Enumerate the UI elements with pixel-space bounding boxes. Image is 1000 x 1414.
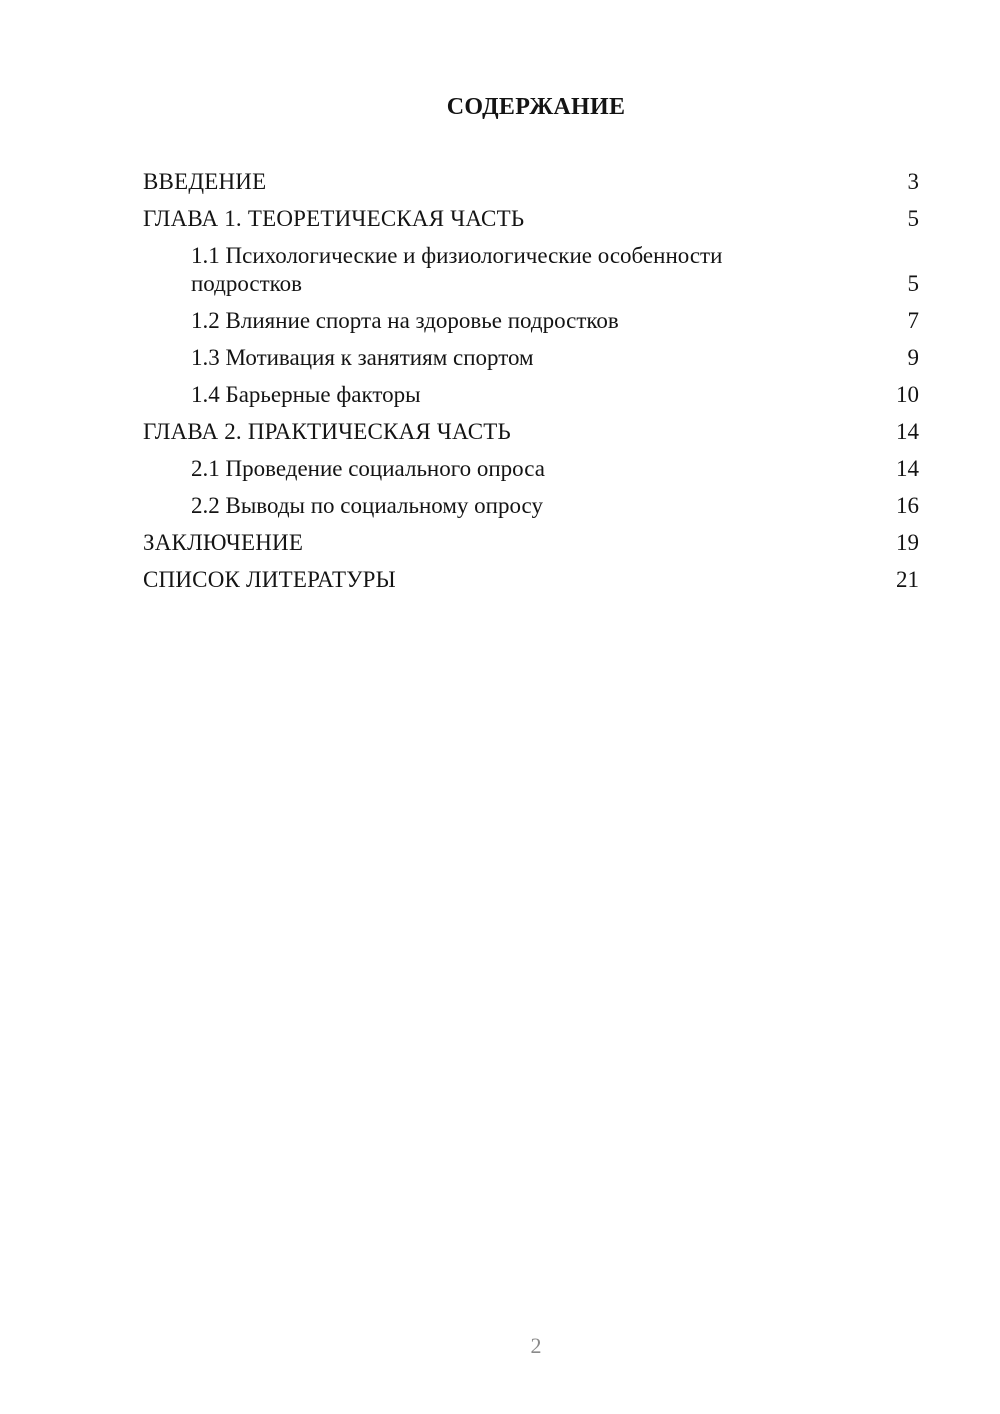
page-title: СОДЕРЖАНИЕ bbox=[446, 94, 626, 120]
toc-entry-chapter-1[interactable] bbox=[143, 205, 919, 233]
toc-entry-page: 5 bbox=[907, 271, 919, 296]
toc-entry-page: 3 bbox=[907, 169, 919, 194]
toc-entry-label: ГЛАВА 2. ПРАКТИЧЕСКАЯ ЧАСТЬ bbox=[143, 419, 511, 444]
toc-entry-label: СПИСОК ЛИТЕРАТУРЫ bbox=[143, 567, 396, 592]
toc-entry-label: 2.1 Проведение социального опроса bbox=[191, 456, 545, 481]
toc-entry-page: 19 bbox=[896, 530, 919, 555]
toc-entry-label: ВВЕДЕНИЕ bbox=[143, 169, 267, 194]
toc-entry-label: 1.3 Мотивация к занятиям спортом bbox=[191, 345, 534, 370]
toc-entry-label: ЗАКЛЮЧЕНИЕ bbox=[143, 530, 304, 555]
toc-entry-references[interactable] bbox=[143, 566, 919, 594]
toc-entry-section-1-4[interactable] bbox=[143, 381, 919, 409]
page-number: 2 bbox=[530, 1333, 542, 1358]
toc-entry-page: 7 bbox=[907, 308, 919, 333]
toc-entry-section-2-2[interactable] bbox=[143, 492, 919, 520]
toc-entry-section-2-1[interactable] bbox=[143, 455, 919, 483]
toc-entry-section-1-2[interactable] bbox=[143, 307, 919, 335]
toc-entry-label: 1.2 Влияние спорта на здоровье подростков bbox=[191, 308, 619, 333]
toc-entry-introduction[interactable] bbox=[143, 168, 919, 196]
table-of-contents bbox=[143, 168, 919, 603]
toc-entry-section-1-1[interactable] bbox=[143, 242, 919, 298]
toc-entry-page: 5 bbox=[907, 206, 919, 231]
toc-entry-page: 14 bbox=[896, 456, 919, 481]
toc-entry-chapter-2[interactable] bbox=[143, 418, 919, 446]
toc-entry-page: 21 bbox=[896, 567, 919, 592]
toc-entry-section-1-3[interactable] bbox=[143, 344, 919, 372]
toc-entry-label: 1.1 Психологические и физиологические особенности подростков bbox=[191, 243, 723, 296]
toc-entry-conclusion[interactable] bbox=[143, 529, 919, 557]
toc-entry-label: 2.2 Выводы по социальному опросу bbox=[191, 493, 543, 518]
toc-entry-label: 1.4 Барьерные факторы bbox=[191, 382, 421, 407]
toc-entry-page: 10 bbox=[896, 382, 919, 407]
toc-entry-label: ГЛАВА 1. ТЕОРЕТИЧЕСКАЯ ЧАСТЬ bbox=[143, 206, 525, 231]
toc-entry-page: 9 bbox=[907, 345, 919, 370]
toc-entry-page: 16 bbox=[896, 493, 919, 518]
toc-entry-page: 14 bbox=[896, 419, 919, 444]
